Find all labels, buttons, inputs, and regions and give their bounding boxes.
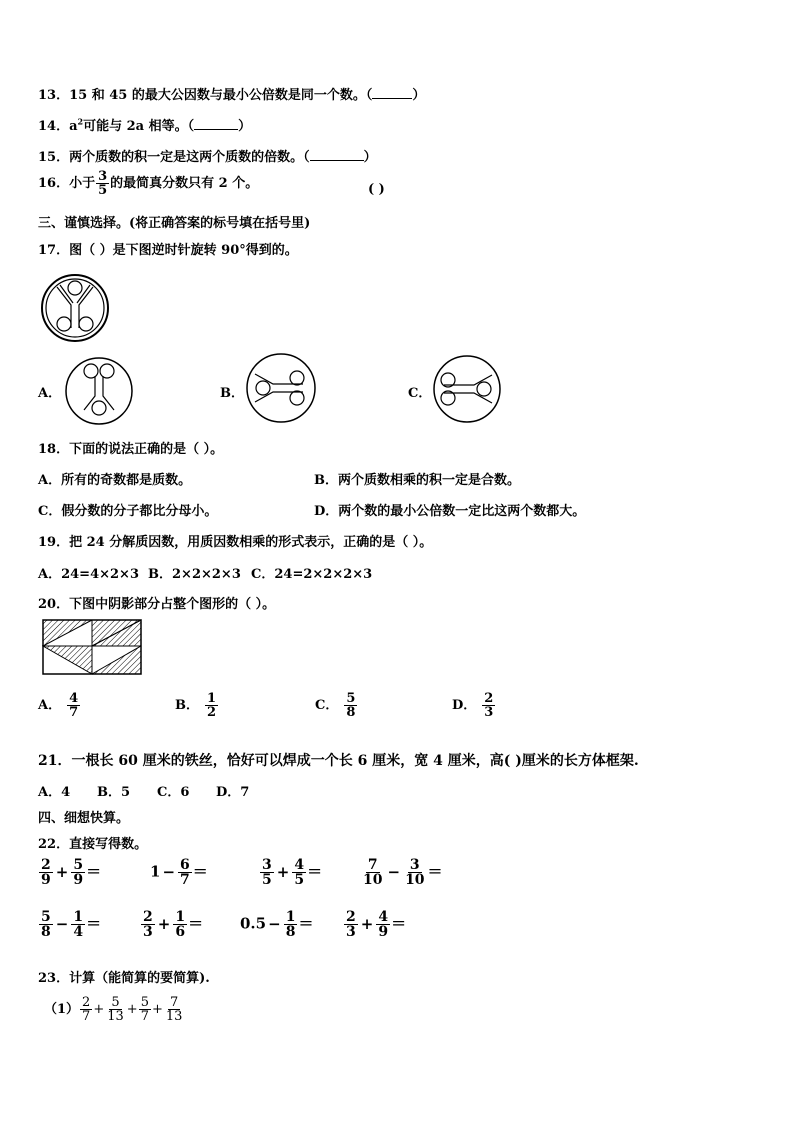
option-c[interactable]: C． $\frac{5}{8}$ [315,691,356,720]
answer-blank[interactable] [372,86,412,99]
answer-paren[interactable]: ( ) [368,182,385,197]
option-c[interactable]: C． [408,386,432,401]
calc-item: $\frac{2}{9}$ + $\frac{5}{9}$ ＝ [41,857,102,888]
answer-blank[interactable] [194,117,238,130]
option-a[interactable]: A．所有的奇数都是质数。 [38,473,192,488]
option-b[interactable]: B． [220,386,244,401]
option-b[interactable]: B．2×2×2×3 [148,567,241,582]
shaded-rectangle-figure [42,619,142,675]
option-a[interactable]: A． [38,386,62,401]
option-b[interactable]: B． $\frac{1}{2}$ [175,691,217,720]
calc-item: 0.5 − $\frac{1}{8}$ ＝ [240,909,314,940]
option-a[interactable]: A．4 [38,785,71,800]
option-a[interactable]: A．24=4×2×3 [38,567,139,582]
question-19: 19．把 24 分解质因数，用质因数相乘的形式表示，正确的是（ ）。 [38,535,433,550]
option-c[interactable]: C．24=2×2×2×3 [251,567,373,582]
question-18: 18．下面的说法正确的是（ ）。 [38,442,224,457]
question-22: 22．直接写得数。 [38,837,148,852]
calc-item: $\frac{5}{8}$ − $\frac{1}{4}$ ＝ [41,909,102,940]
option-d[interactable]: D．7 [216,785,250,800]
option-b[interactable]: B．5 [97,785,131,800]
option-b-figure[interactable] [245,352,317,424]
option-d[interactable]: D．两个数的最小公倍数一定比这两个数都大。 [314,504,586,519]
calc-item: $\frac{2}{3}$ + $\frac{4}{9}$ ＝ [346,909,407,940]
fraction: $\frac{3}{5}$ [98,169,108,198]
option-c[interactable]: C．假分数的分子都比分母小。 [38,504,218,519]
calc-item: $\frac{7}{10}$ − $\frac{3}{10}$ ＝ [363,857,443,888]
option-c[interactable]: C．6 [157,785,190,800]
option-c-figure[interactable] [432,354,502,424]
option-b[interactable]: B．两个质数相乘的积一定是合数。 [314,473,521,488]
question-13: 13．15 和 45 的最大公因数与最小公倍数是同一个数。（ ） [38,88,426,103]
calc-item: 1 − $\frac{6}{7}$ ＝ [150,857,208,888]
calc-item: $\frac{3}{5}$ + $\frac{4}{5}$ ＝ [262,857,323,888]
question-21: 21．一根长 60 厘米的铁丝，恰好可以焊成一个长 6 厘米，宽 4 厘米，高( )厘米的长方体框架. [38,753,639,769]
question-14: 14．$a^2$可能与 2a 相等。（ ） [38,116,252,134]
answer-blank[interactable] [310,148,364,161]
question-20: 20．下图中阴影部分占整个图形的（ ）。 [38,597,276,612]
option-d[interactable]: D． $\frac{2}{3}$ [452,691,494,720]
question-17: 17．图（ ）是下图逆时针旋转 90°得到的。 [38,243,298,258]
option-a[interactable]: A． $\frac{4}{7}$ [38,691,79,720]
question-15: 15．两个质数的积一定是这两个质数的倍数。（ ） [38,150,377,165]
option-a-figure[interactable] [64,356,134,426]
section-title: 四、细想快算。 [38,811,130,826]
section-title: 三、谨慎选择。(将正确答案的标号填在括号里) [38,216,311,231]
calc-expression: （1） $\frac{2}{7}$ + $\frac{5}{13}$ + $\frac{5}{7}$ + $\frac{7}{13}$ [44,995,183,1024]
question-23: 23．计算（能简算的要简算). [38,971,210,986]
calc-item: $\frac{2}{3}$ + $\frac{1}{6}$ ＝ [143,909,204,940]
question-16: 16．小于 $\frac{3}{5}$ 的最简真分数只有 2 个。 [38,169,259,198]
rotation-figure [40,273,110,343]
